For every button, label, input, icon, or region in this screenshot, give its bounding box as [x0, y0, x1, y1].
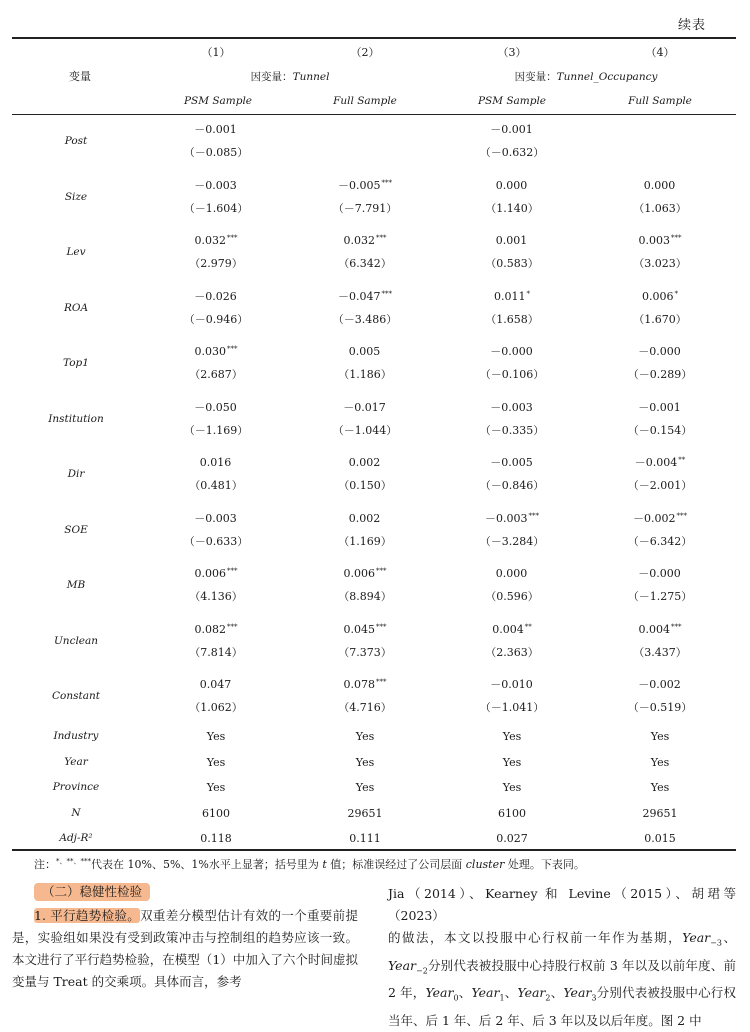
coef-cell: 0.004**: [492, 623, 532, 636]
body-right-column: Jia（2014）、Kearney 和 Levine（2015）、胡珺等（2023） 的做法，本文以投服中心行权前一年作为基期，Year$_{-3}$、Year$_{-2}$分别代表被投服中心持股行权前 3 年以及以前年度、前 2 年，Year$_0$、Year$_1$、Year$_2$、Year$_3$分别代表被投服中心行权当年、后 1 年、后 2 年、后 3 年以及以后年度。图 2 中: [388, 886, 736, 1028]
coef-cell: 0.011*: [494, 290, 530, 303]
row-label: SOE: [64, 524, 88, 536]
coef-cell: －0.003: [194, 512, 237, 525]
t-stat-cell: （－0.085）: [183, 146, 249, 159]
t-stat-cell: （－0.632）: [479, 146, 545, 159]
row-label: Constant: [52, 690, 100, 702]
coef-cell: 0.082***: [194, 623, 238, 636]
coef-cell: 0.030***: [194, 345, 238, 358]
t-stat-cell: （1.140）: [485, 202, 539, 215]
t-stat-cell: （2.687）: [189, 368, 243, 381]
variable-header: 变量: [69, 70, 91, 83]
coef-cell: 0.003***: [638, 234, 682, 247]
section-heading: （二）稳健性检验: [34, 883, 150, 901]
coef-cell: 0.001: [495, 234, 528, 247]
t-stat-cell: （3.437）: [633, 646, 687, 659]
table-note: 注：*、**、***代表在 10%、5%、1%水平上显著；括号里为 t 值；标准误经过了公司层面 cluster 处理。下表同。: [34, 857, 585, 871]
row-label: Dir: [67, 468, 85, 480]
coef-cell: 0.006***: [194, 567, 238, 580]
summary-cell: Yes: [502, 730, 522, 743]
significance-stars: ***: [227, 345, 238, 353]
sample-label-4: Full Sample: [628, 95, 692, 107]
coef-cell: －0.002***: [633, 512, 687, 525]
table-bottom-rule: [12, 849, 736, 851]
t-stat-cell: （1.063）: [633, 202, 687, 215]
t-stat-cell: （1.062）: [189, 701, 243, 714]
coef-cell: －0.003: [194, 179, 237, 192]
t-stat-cell: （4.136）: [189, 590, 243, 603]
t-stat-cell: （－0.946）: [183, 313, 249, 326]
coef-cell: －0.050: [194, 401, 237, 414]
t-stat-cell: （8.894）: [338, 590, 392, 603]
coef-cell: 0.002: [348, 456, 381, 469]
coef-cell: －0.026: [194, 290, 237, 303]
coef-cell: 0.032***: [194, 234, 238, 247]
summary-cell: 6100: [202, 807, 230, 820]
summary-row-label: Adj-R²: [59, 832, 93, 844]
summary-row-label: N: [71, 807, 81, 819]
t-stat-cell: （3.023）: [633, 257, 687, 270]
coef-cell: －0.017: [343, 401, 386, 414]
summary-cell: Yes: [502, 781, 522, 794]
significance-stars: ***: [381, 179, 392, 187]
summary-cell: Yes: [502, 756, 522, 769]
coef-cell: －0.010: [490, 678, 533, 691]
col-number-4: （4）: [645, 46, 675, 59]
coef-cell: 0.006***: [343, 567, 387, 580]
coef-cell: －0.002: [638, 678, 681, 691]
table-top-rule: [12, 37, 736, 39]
significance-stars: *: [674, 290, 678, 298]
t-stat-cell: （－0.106）: [479, 368, 545, 381]
summary-cell: Yes: [650, 756, 670, 769]
significance-stars: ***: [671, 623, 682, 631]
coef-cell: －0.001: [638, 401, 681, 414]
coef-cell: 0.000: [643, 179, 676, 192]
row-label: Size: [64, 191, 88, 203]
significance-stars: ***: [376, 678, 387, 686]
row-label: Lev: [66, 246, 86, 258]
coef-cell: 0.078***: [343, 678, 387, 691]
col-number-3: （3）: [497, 46, 527, 59]
t-stat-cell: （4.716）: [338, 701, 392, 714]
t-stat-cell: （1.169）: [338, 535, 392, 548]
summary-cell: Yes: [355, 756, 375, 769]
sample-label-2: Full Sample: [333, 95, 397, 107]
summary-cell: 0.027: [496, 832, 528, 845]
significance-stars: ***: [671, 234, 682, 242]
sample-label-1: PSM Sample: [183, 95, 253, 107]
significance-stars: ***: [376, 567, 387, 575]
t-stat-cell: （－0.335）: [479, 424, 545, 437]
summary-cell: Yes: [206, 781, 226, 794]
t-stat-cell: （2.979）: [189, 257, 243, 270]
coef-cell: －0.003: [490, 401, 533, 414]
subsection-heading: 1. 平行趋势检验。: [34, 908, 141, 923]
row-label: Top1: [63, 357, 89, 369]
left-paragraph: 双重差分模型估计有效的一个重要前提是，实验组如果没有受到政策冲击与控制组的趋势应该一致。本文进行了平行趋势检验，在模型（1）中加入了六个时间虚拟变量与 Treat 的交乘项。具体而言，参考: [12, 908, 358, 989]
body-left-column: [12, 905, 358, 993]
summary-cell: 6100: [498, 807, 526, 820]
coef-cell: －0.047***: [338, 290, 392, 303]
t-stat-cell: （－0.633）: [183, 535, 249, 548]
t-stat-cell: （1.670）: [633, 313, 687, 326]
coef-cell: －0.000: [490, 345, 533, 358]
coef-cell: 0.006*: [642, 290, 678, 303]
t-stat-cell: （6.342）: [338, 257, 392, 270]
significance-stars: ***: [376, 234, 387, 242]
significance-stars: **: [524, 623, 532, 631]
summary-cell: Yes: [355, 781, 375, 794]
sample-label-3: PSM Sample: [477, 95, 547, 107]
t-stat-cell: （0.596）: [485, 590, 539, 603]
t-stat-cell: （－7.791）: [332, 202, 398, 215]
t-stat-cell: （－0.154）: [627, 424, 693, 437]
summary-cell: 0.118: [200, 832, 232, 845]
t-stat-cell: （1.658）: [485, 313, 539, 326]
summary-cell: Yes: [206, 730, 226, 743]
coef-cell: －0.000: [638, 567, 681, 580]
summary-cell: Yes: [206, 756, 226, 769]
coef-cell: 0.004***: [638, 623, 682, 636]
t-stat-cell: （－3.284）: [479, 535, 545, 548]
t-stat-cell: （－3.486）: [332, 313, 398, 326]
continued-label: 续表: [677, 18, 706, 33]
significance-stars: ***: [227, 234, 238, 242]
coef-cell: 0.032***: [343, 234, 387, 247]
summary-row-label: Year: [64, 756, 88, 768]
coef-cell: －0.005***: [338, 179, 392, 192]
coef-cell: [660, 121, 661, 136]
coef-cell: 0.000: [495, 179, 528, 192]
coef-cell: －0.001: [490, 123, 533, 136]
t-stat-cell: （0.583）: [485, 257, 539, 270]
t-stat-cell: （－1.604）: [183, 202, 249, 215]
summary-row-label: Province: [52, 781, 100, 793]
coef-cell: [365, 121, 366, 136]
summary-cell: Yes: [650, 781, 670, 794]
summary-cell: Yes: [355, 730, 375, 743]
summary-cell: 29651: [347, 807, 383, 820]
significance-stars: ***: [381, 290, 392, 298]
significance-stars: **: [678, 456, 686, 464]
significance-stars: ***: [227, 567, 238, 575]
coef-cell: －0.003***: [485, 512, 539, 525]
t-stat-cell: （－2.001）: [627, 479, 693, 492]
t-stat-cell: （－1.275）: [627, 590, 693, 603]
coef-cell: 0.005: [348, 345, 381, 358]
header-rule: [12, 114, 736, 115]
coef-cell: 0.000: [495, 567, 528, 580]
significance-stars: ***: [528, 512, 539, 520]
row-label: Unclean: [53, 635, 99, 647]
significance-stars: ***: [227, 623, 238, 631]
t-stat-cell: （－1.169）: [183, 424, 249, 437]
coef-cell: 0.002: [348, 512, 381, 525]
t-stat-cell: （0.150）: [338, 479, 392, 492]
row-label: ROA: [63, 302, 89, 314]
coef-cell: －0.004**: [634, 456, 686, 469]
significance-stars: *: [526, 290, 530, 298]
t-stat-cell: （0.481）: [189, 479, 243, 492]
col-number-2: （2）: [350, 46, 380, 59]
row-label: Post: [64, 135, 88, 147]
coef-cell: 0.016: [199, 456, 232, 469]
t-stat-cell: （－0.846）: [479, 479, 545, 492]
summary-cell: 0.111: [349, 832, 381, 845]
t-stat-cell: （7.814）: [189, 646, 243, 659]
row-label: Institution: [48, 413, 104, 425]
summary-cell: Yes: [650, 730, 670, 743]
row-label: MB: [66, 579, 86, 591]
t-stat-cell: （2.363）: [485, 646, 539, 659]
coef-cell: －0.000: [638, 345, 681, 358]
significance-stars: ***: [676, 512, 687, 520]
coef-cell: 0.045***: [343, 623, 387, 636]
t-stat-cell: （7.373）: [338, 646, 392, 659]
t-stat-cell: （1.186）: [338, 368, 392, 381]
t-stat-cell: （－0.289）: [627, 368, 693, 381]
summary-cell: 29651: [642, 807, 678, 820]
t-stat-cell: （－1.044）: [332, 424, 398, 437]
dependent-var-1: 因变量：Tunnel: [250, 71, 330, 83]
coef-cell: －0.001: [194, 123, 237, 136]
t-stat-cell: （－0.519）: [627, 701, 693, 714]
dependent-var-2: 因变量：Tunnel_Occupancy: [514, 71, 658, 83]
t-stat-cell: （－1.041）: [479, 701, 545, 714]
summary-cell: 0.015: [644, 832, 676, 845]
col-number-1: （1）: [201, 46, 231, 59]
coef-cell: －0.005: [490, 456, 533, 469]
t-stat-cell: （－6.342）: [627, 535, 693, 548]
coef-cell: 0.047: [199, 678, 232, 691]
summary-row-label: Industry: [53, 730, 99, 742]
significance-stars: ***: [376, 623, 387, 631]
